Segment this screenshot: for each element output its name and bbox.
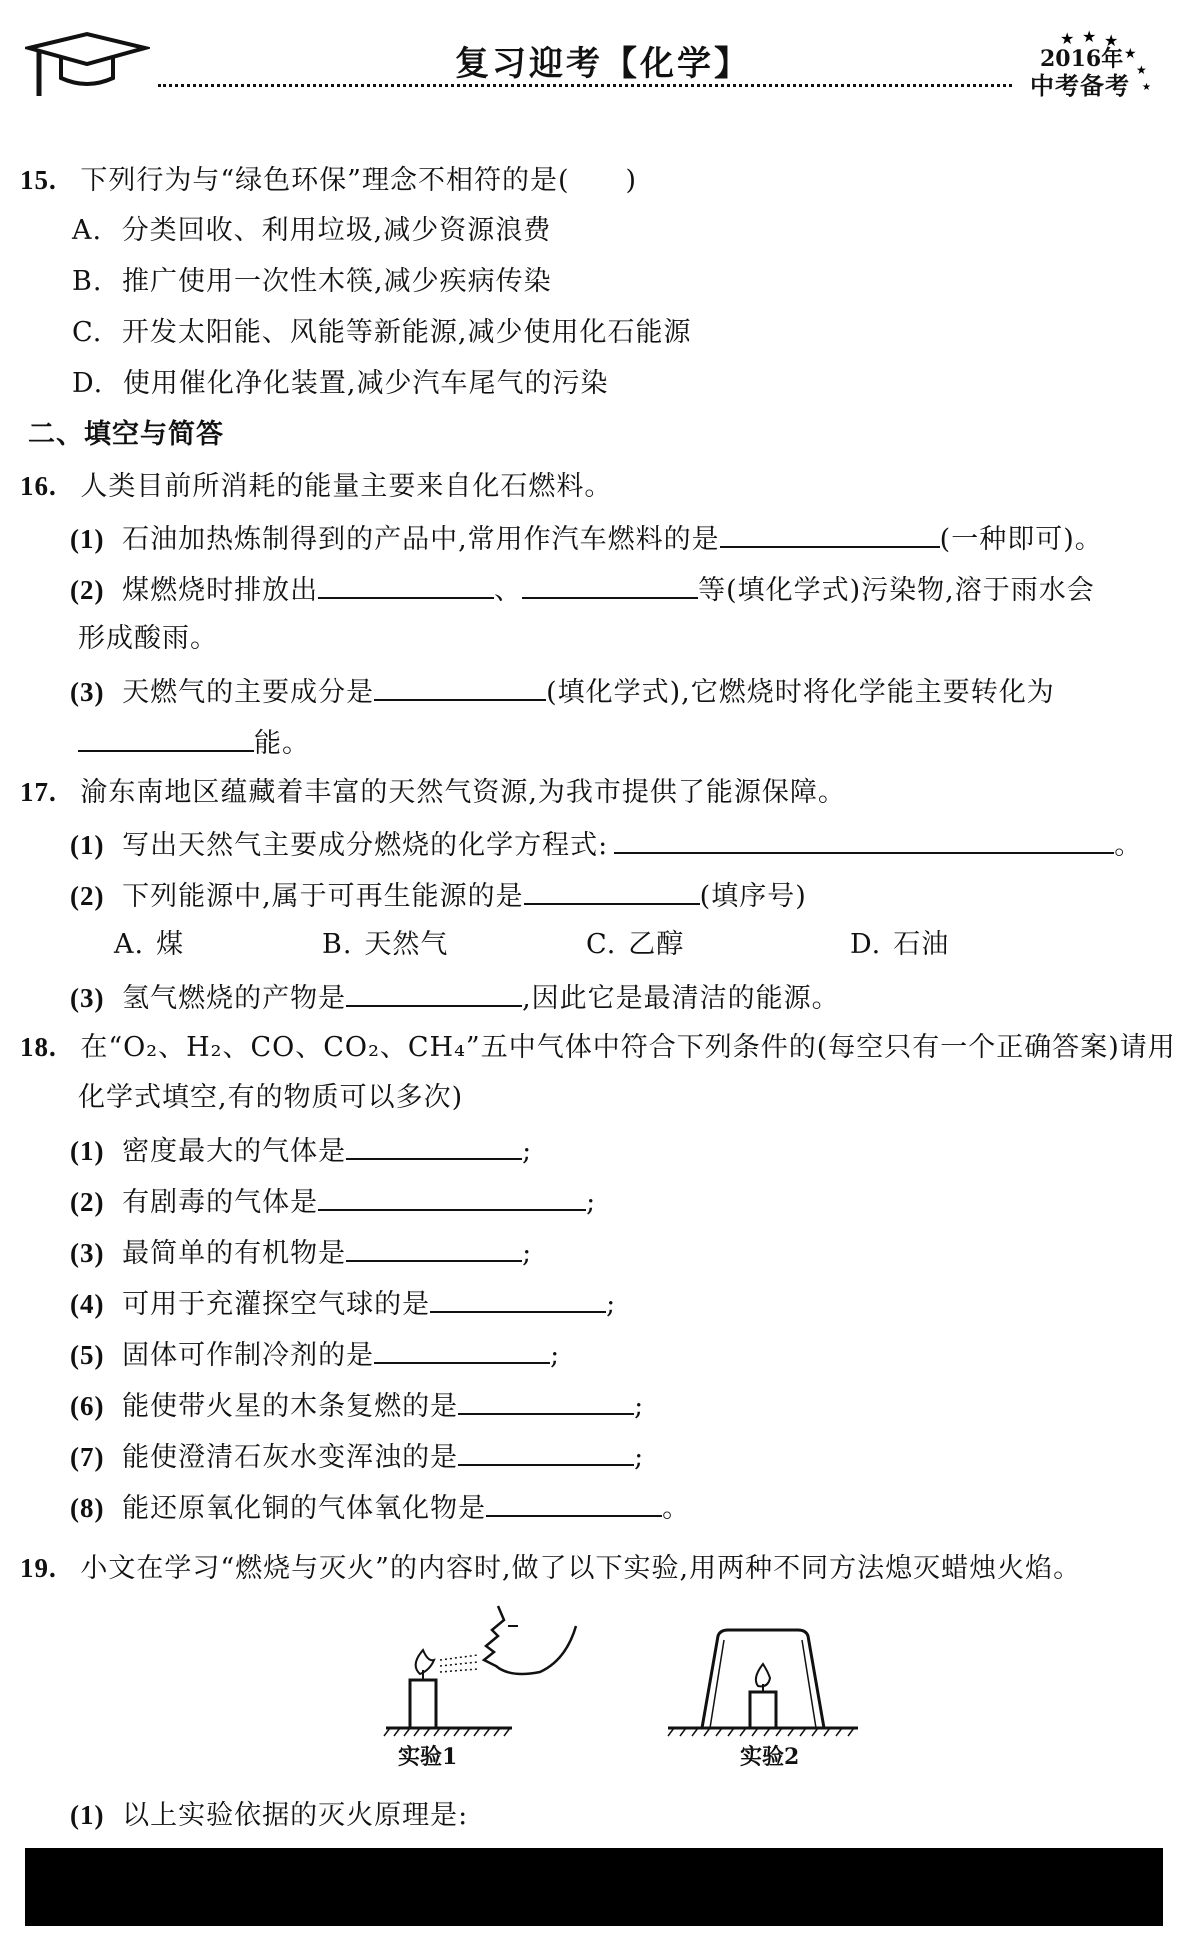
question-19 (20, 1551, 1081, 1586)
part-label: (5) (70, 1340, 105, 1370)
answer-blank[interactable] (318, 571, 494, 599)
q17-part2 (70, 877, 807, 914)
page-title: 复习迎考【化学】 (455, 44, 751, 84)
q18-item-3 (70, 1234, 532, 1271)
part-text: 可用于充灌探空气球的是 (122, 1289, 431, 1320)
part-label: (1) (70, 524, 105, 554)
part-text: 能使澄清石灰水变浑浊的是 (122, 1442, 459, 1473)
option-text: 推广使用一次性木筷,减少疾病传染 (122, 266, 552, 297)
q16-part3 (70, 673, 1055, 710)
answer-blank[interactable] (374, 673, 546, 701)
part-text-end: 能。 (254, 728, 310, 759)
badge-year: 2016年 (1040, 46, 1124, 72)
part-text: 石油加热炼制得到的产品中,常用作汽车燃料的是 (122, 524, 720, 555)
part-text-end: ; (634, 1391, 645, 1422)
part-text-end: 。 (662, 1493, 691, 1524)
q18-item-6 (70, 1387, 644, 1424)
q18-item-7 (70, 1438, 644, 1475)
part-label: (2) (70, 575, 105, 605)
option-text: 乙醇 (628, 929, 685, 960)
question-stem: 人类目前所消耗的能量主要来自化石燃料。 (80, 471, 613, 502)
answer-blank[interactable] (614, 826, 1114, 854)
option-label: C. (72, 317, 103, 348)
part-label: (3) (70, 677, 105, 707)
q17-option-c (586, 928, 684, 962)
part-label: (7) (70, 1442, 105, 1472)
part-label: (2) (70, 881, 105, 911)
option-d (72, 367, 608, 401)
option-text: 石油 (893, 929, 950, 960)
q17-option-d (850, 928, 949, 962)
question-number: 18. (20, 1032, 57, 1062)
q17-option-a (114, 928, 184, 962)
part-text-end: ; (586, 1187, 597, 1218)
part-text: 能使带火星的木条复燃的是 (122, 1391, 459, 1422)
part-text-end: (填化学式),它燃烧时将化学能主要转化为 (546, 677, 1055, 708)
option-label: D. (72, 368, 104, 399)
q18-item-8 (70, 1489, 690, 1526)
part-text: 最简单的有机物是 (122, 1238, 347, 1269)
question-16 (20, 469, 612, 504)
answer-blank[interactable] (346, 1132, 522, 1160)
part-label: (1) (70, 1136, 105, 1166)
part-label: (3) (70, 983, 105, 1013)
q18-item-2 (70, 1183, 596, 1220)
option-b (72, 265, 552, 299)
part-text-end: 。 (1114, 830, 1143, 861)
answer-blank[interactable] (318, 1183, 586, 1211)
part-text-end: (填序号) (699, 881, 807, 912)
question-15 (20, 163, 637, 198)
q17-option-b (322, 928, 448, 962)
option-text: 使用催化净化装置,减少汽车尾气的污染 (122, 368, 609, 399)
q17-part1 (70, 826, 1142, 863)
question-stem: 渝东南地区蕴藏着丰富的天然气资源,为我市提供了能源保障。 (80, 777, 846, 808)
q16-part3-cont (78, 724, 310, 761)
question-stem: 在“O₂、H₂、CO、CO₂、CH₄”五中气体中符合下列条件的(每空只有一个正确答案)请用 (80, 1032, 1176, 1063)
question-17 (20, 775, 846, 810)
question-18 (20, 1030, 1176, 1065)
answer-blank[interactable] (346, 1234, 522, 1262)
question-stem: 下列行为与“绿色环保”理念不相符的是( ) (80, 165, 638, 196)
answer-blank[interactable] (458, 1387, 634, 1415)
svg-text:★: ★ (1060, 30, 1075, 48)
question-stem: 小文在学习“燃烧与灭火”的内容时,做了以下实验,用两种不同方法熄灭蜡烛火焰。 (80, 1553, 1082, 1584)
option-c (72, 316, 691, 350)
part-text: 密度最大的气体是 (122, 1136, 347, 1167)
separator: 、 (494, 575, 523, 606)
experiment-1-label: 实验1 (398, 1744, 458, 1770)
option-label: A. (114, 929, 145, 960)
answer-blank[interactable] (458, 1438, 634, 1466)
q18-item-5 (70, 1336, 560, 1373)
part-text: 写出天然气主要成分燃烧的化学方程式: (122, 830, 609, 861)
part-text: 固体可作制冷剂的是 (122, 1340, 375, 1371)
answer-blank[interactable] (78, 724, 254, 752)
q18-item-4 (70, 1285, 616, 1322)
graduation-cap-icon (25, 30, 150, 100)
part-label: (1) (70, 1800, 105, 1830)
option-text: 开发太阳能、风能等新能源,减少使用化石能源 (121, 317, 692, 348)
part-label: (2) (70, 1187, 105, 1217)
question-number: 15. (20, 165, 57, 195)
part-label: (1) (70, 830, 105, 860)
q19-part1 (70, 1798, 468, 1833)
part-text-end: ; (634, 1442, 645, 1473)
part-text: 氢气燃烧的产物是 (122, 983, 347, 1014)
answer-blank[interactable] (374, 1336, 550, 1364)
q16-part2 (70, 571, 1095, 608)
option-text: 煤 (156, 929, 185, 960)
part-text: 有剧毒的气体是 (122, 1187, 319, 1218)
part-text-end: ; (522, 1238, 533, 1269)
part-text-end: ; (606, 1289, 617, 1320)
experiment-2-illustration (662, 1600, 862, 1740)
part-text-end: ; (550, 1340, 561, 1371)
part-text: 天燃气的主要成分是 (122, 677, 375, 708)
part-text: 下列能源中,属于可再生能源的是 (122, 881, 524, 912)
q18-item-1 (70, 1132, 532, 1169)
part-label: (6) (70, 1391, 105, 1421)
svg-text:★: ★ (1142, 82, 1151, 93)
part-label: (3) (70, 1238, 105, 1268)
option-label: A. (72, 215, 103, 246)
question-18-cont: 化学式填空,有的物质可以多次) (78, 1082, 464, 1113)
question-number: 16. (20, 471, 57, 501)
part-text: 能还原氧化铜的气体氧化物是 (122, 1493, 487, 1524)
svg-text:★: ★ (1082, 30, 1097, 46)
option-text: 天然气 (364, 929, 449, 960)
part-text: 以上实验依据的灭火原理是: (122, 1800, 469, 1831)
option-text: 分类回收、利用垃圾,减少资源浪费 (121, 215, 552, 246)
header-divider (158, 84, 1012, 87)
q16-part2-cont: 形成酸雨。 (78, 623, 218, 654)
question-number: 19. (20, 1553, 57, 1583)
footer-redaction-bar (25, 1848, 1163, 1926)
svg-text:★: ★ (1104, 31, 1119, 50)
question-number: 17. (20, 777, 57, 807)
q16-part1 (70, 520, 1103, 557)
part-text-end: ; (522, 1136, 533, 1167)
experiment-2-label: 实验2 (740, 1744, 800, 1770)
part-label: (8) (70, 1493, 105, 1523)
answer-blank[interactable] (486, 1489, 662, 1517)
option-label: B. (72, 266, 103, 297)
section-title: 二、填空与简答 (28, 419, 224, 450)
answer-blank[interactable] (524, 877, 700, 905)
badge-text: 中考备考 (1030, 71, 1130, 100)
option-a (72, 214, 551, 248)
svg-text:★: ★ (1124, 46, 1137, 62)
option-label: D. (850, 929, 882, 960)
answer-blank[interactable] (346, 979, 522, 1007)
experiment-1-illustration (380, 1600, 590, 1740)
part-text: 煤燃烧时排放出 (122, 575, 319, 606)
answer-blank[interactable] (720, 520, 940, 548)
part-label: (4) (70, 1289, 105, 1319)
part-text-end: ,因此它是最清洁的能源。 (522, 983, 840, 1014)
q17-part3 (70, 979, 840, 1016)
answer-blank[interactable] (522, 571, 698, 599)
part-text-end: 等(填化学式)污染物,溶于雨水会 (698, 575, 1095, 606)
answer-blank[interactable] (430, 1285, 606, 1313)
part-text-end: (一种即可)。 (939, 524, 1103, 555)
option-label: B. (322, 929, 353, 960)
svg-text:★: ★ (1136, 63, 1147, 77)
option-label: C. (586, 929, 617, 960)
